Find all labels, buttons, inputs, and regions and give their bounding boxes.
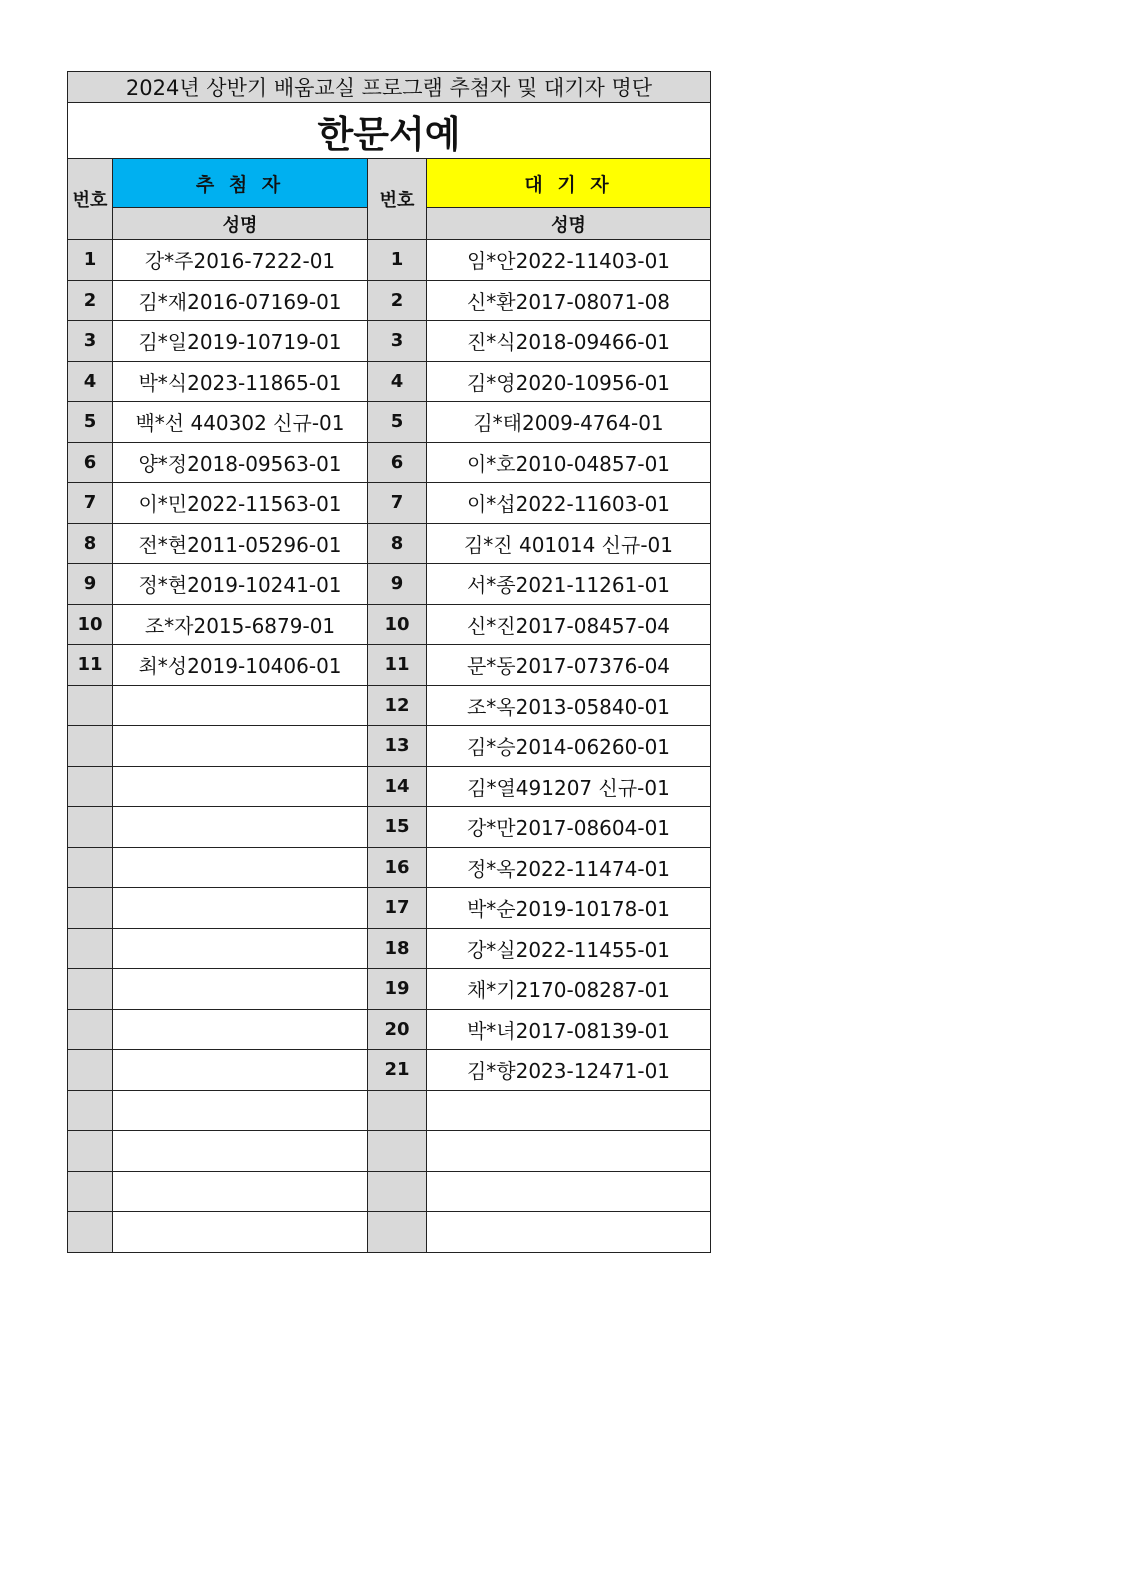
waiting-name: 진*식2018-09466-01	[427, 321, 711, 362]
selected-name	[113, 1212, 368, 1253]
waiting-name: 김*향2023-12471-01	[427, 1050, 711, 1091]
waiting-number: 6	[368, 442, 427, 483]
waiting-number	[368, 1131, 427, 1172]
waiting-number: 2	[368, 280, 427, 321]
selected-number	[68, 847, 113, 888]
selected-name	[113, 1171, 368, 1212]
selected-name	[113, 847, 368, 888]
waiting-name: 문*동2017-07376-04	[427, 645, 711, 686]
table-row	[68, 321, 711, 362]
selected-number	[68, 969, 113, 1010]
waiting-name: 강*만2017-08604-01	[427, 807, 711, 848]
waiting-name: 조*옥2013-05840-01	[427, 685, 711, 726]
waiting-name: 김*영2020-10956-01	[427, 361, 711, 402]
selected-number: 9	[68, 564, 113, 605]
program-name: 한문서예	[68, 103, 711, 159]
waiting-name: 이*섭2022-11603-01	[427, 483, 711, 524]
waiting-name: 김*열491207 신규-01	[427, 766, 711, 807]
table-row	[68, 1212, 711, 1253]
table-row	[68, 240, 711, 281]
waiting-number: 19	[368, 969, 427, 1010]
table-row	[68, 361, 711, 402]
waiting-number: 8	[368, 523, 427, 564]
waiting-name	[427, 1131, 711, 1172]
waiting-number: 15	[368, 807, 427, 848]
roster-table	[67, 71, 711, 1253]
waiting-name-header: 성명	[427, 208, 711, 240]
table-row	[68, 766, 711, 807]
selected-name	[113, 807, 368, 848]
selected-name	[113, 1009, 368, 1050]
waiting-name: 김*진 401014 신규-01	[427, 523, 711, 564]
selected-name: 박*식2023-11865-01	[113, 361, 368, 402]
selected-name: 전*현2011-05296-01	[113, 523, 368, 564]
selected-number	[68, 1171, 113, 1212]
selected-number	[68, 1090, 113, 1131]
waiting-name: 채*기2170-08287-01	[427, 969, 711, 1010]
waiting-name: 박*녀2017-08139-01	[427, 1009, 711, 1050]
selected-name: 이*민2022-11563-01	[113, 483, 368, 524]
selected-number	[68, 1131, 113, 1172]
waiting-name: 정*옥2022-11474-01	[427, 847, 711, 888]
table-row	[68, 1131, 711, 1172]
selected-number: 7	[68, 483, 113, 524]
table-row	[68, 604, 711, 645]
waiting-number-header: 번호	[368, 159, 427, 240]
selected-name: 정*현2019-10241-01	[113, 564, 368, 605]
waiting-name: 박*순2019-10178-01	[427, 888, 711, 929]
table-row	[68, 564, 711, 605]
selected-name: 양*정2018-09563-01	[113, 442, 368, 483]
roster-sheet	[67, 71, 710, 1253]
waiting-number: 9	[368, 564, 427, 605]
table-row	[68, 402, 711, 443]
selected-number: 2	[68, 280, 113, 321]
selected-name	[113, 928, 368, 969]
selected-name: 강*주2016-7222-01	[113, 240, 368, 281]
selected-name: 김*일2019-10719-01	[113, 321, 368, 362]
waiting-number: 17	[368, 888, 427, 929]
selected-number: 8	[68, 523, 113, 564]
waiting-number: 14	[368, 766, 427, 807]
waiting-number: 12	[368, 685, 427, 726]
selected-name: 조*자2015-6879-01	[113, 604, 368, 645]
waiting-name: 신*진2017-08457-04	[427, 604, 711, 645]
selected-number: 6	[68, 442, 113, 483]
waiting-name: 신*환2017-08071-08	[427, 280, 711, 321]
selected-name	[113, 1090, 368, 1131]
table-row	[68, 969, 711, 1010]
waiting-name: 김*태2009-4764-01	[427, 402, 711, 443]
waiting-header: 대 기 자	[427, 159, 711, 208]
waiting-name: 임*안2022-11403-01	[427, 240, 711, 281]
selected-number	[68, 1050, 113, 1091]
selected-number: 11	[68, 645, 113, 686]
table-row	[68, 442, 711, 483]
page-title: 2024년 상반기 배움교실 프로그램 추첨자 및 대기자 명단	[68, 72, 711, 103]
selected-number	[68, 685, 113, 726]
table-row	[68, 807, 711, 848]
waiting-number	[368, 1171, 427, 1212]
selected-number: 10	[68, 604, 113, 645]
table-row	[68, 685, 711, 726]
selected-number-header: 번호	[68, 159, 113, 240]
selected-number: 3	[68, 321, 113, 362]
selected-number: 5	[68, 402, 113, 443]
waiting-number: 1	[368, 240, 427, 281]
waiting-number: 20	[368, 1009, 427, 1050]
selected-number	[68, 928, 113, 969]
table-row	[68, 280, 711, 321]
selected-number	[68, 1212, 113, 1253]
table-row	[68, 1090, 711, 1131]
table-row	[68, 847, 711, 888]
selected-number: 4	[68, 361, 113, 402]
selected-name	[113, 726, 368, 767]
selected-header: 추 첨 자	[113, 159, 368, 208]
waiting-name: 서*종2021-11261-01	[427, 564, 711, 605]
waiting-number: 4	[368, 361, 427, 402]
table-row	[68, 483, 711, 524]
waiting-number	[368, 1090, 427, 1131]
selected-name	[113, 766, 368, 807]
selected-name: 김*재2016-07169-01	[113, 280, 368, 321]
selected-number	[68, 888, 113, 929]
header-row	[68, 159, 711, 208]
waiting-name: 김*승2014-06260-01	[427, 726, 711, 767]
waiting-name	[427, 1090, 711, 1131]
selected-number	[68, 726, 113, 767]
waiting-number: 3	[368, 321, 427, 362]
waiting-number: 18	[368, 928, 427, 969]
waiting-name: 강*실2022-11455-01	[427, 928, 711, 969]
table-row	[68, 523, 711, 564]
table-row	[68, 1050, 711, 1091]
waiting-number: 10	[368, 604, 427, 645]
waiting-number: 11	[368, 645, 427, 686]
selected-number: 1	[68, 240, 113, 281]
waiting-number: 7	[368, 483, 427, 524]
table-row	[68, 1171, 711, 1212]
table-row	[68, 888, 711, 929]
selected-name: 최*성2019-10406-01	[113, 645, 368, 686]
title-row	[68, 72, 711, 103]
waiting-number: 16	[368, 847, 427, 888]
table-row	[68, 645, 711, 686]
selected-number	[68, 807, 113, 848]
selected-number	[68, 766, 113, 807]
waiting-number	[368, 1212, 427, 1253]
selected-name	[113, 1131, 368, 1172]
table-row	[68, 726, 711, 767]
selected-name	[113, 969, 368, 1010]
selected-name	[113, 888, 368, 929]
waiting-name: 이*호2010-04857-01	[427, 442, 711, 483]
waiting-name	[427, 1212, 711, 1253]
subtitle-row	[68, 103, 711, 159]
waiting-number: 5	[368, 402, 427, 443]
selected-name-header: 성명	[113, 208, 368, 240]
waiting-number: 13	[368, 726, 427, 767]
selected-name	[113, 1050, 368, 1091]
table-row	[68, 928, 711, 969]
selected-number	[68, 1009, 113, 1050]
waiting-name	[427, 1171, 711, 1212]
waiting-number: 21	[368, 1050, 427, 1091]
selected-name: 백*선 440302 신규-01	[113, 402, 368, 443]
table-row	[68, 1009, 711, 1050]
selected-name	[113, 685, 368, 726]
